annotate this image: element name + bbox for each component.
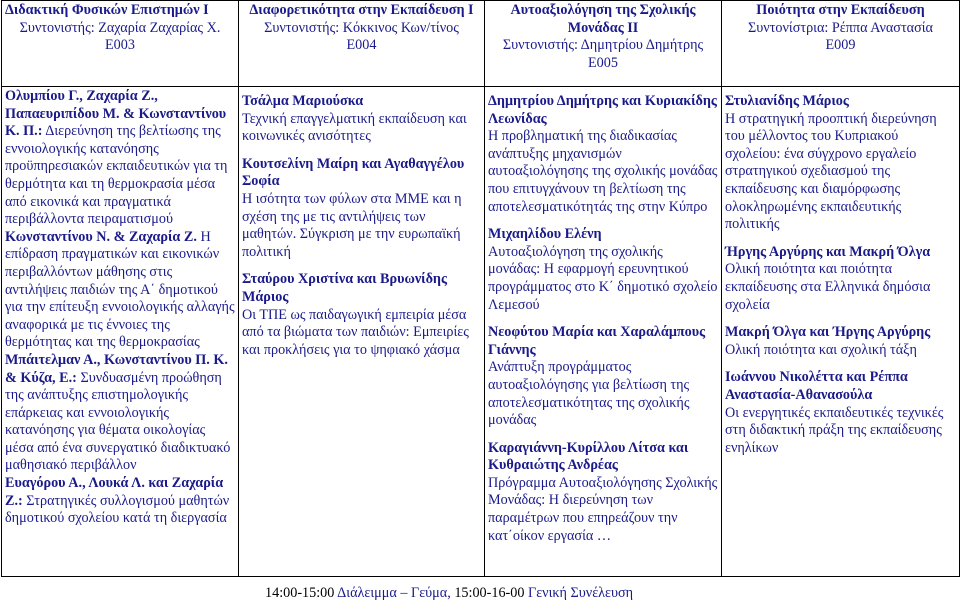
session-header-2 bbox=[239, 1, 485, 87]
session-title: Διδακτική Φυσικών Επιστημών Ι bbox=[5, 2, 209, 18]
session-room: Ε005 bbox=[588, 54, 618, 71]
paper-title: Στρατηγικές συλλογισμού μαθητών δημοτικού σχολείου κατά τη διεργασία bbox=[5, 492, 230, 527]
session-header-4 bbox=[722, 1, 960, 87]
paper-authors: Στυλιανίδης Μάριος bbox=[725, 93, 849, 109]
program-table bbox=[1, 0, 960, 577]
paper-title: Αυτοαξιολόγηση της σχολικής μονάδας: Η εφαρμογή ερευνητικού προγράμματος στο Κ΄ δημοτικό σχολείο Λεμεσού bbox=[488, 243, 718, 313]
session-coordinator: Συντονιστής: Κόκκινος Κων/τίνος bbox=[264, 19, 459, 36]
paper-title: Οι ΤΠΕ ως παιδαγωγική εμπειρία μέσα από τα βιώματα των παιδιών: Εμπειρίες και προκλήσεις για το ψηφιακό χάσμα bbox=[242, 306, 469, 358]
paper-authors: Ευαγόρου Α., Λουκά Λ. και Ζαχαρία Ζ.: bbox=[5, 475, 224, 509]
paper-entry bbox=[5, 88, 235, 229]
paper-entry bbox=[488, 226, 718, 314]
paper-title: Ολική ποιότητα και ποιότητα εκπαίδευσης στα Ελληνικά δημόσια σχολεία bbox=[725, 261, 931, 313]
paper-title: Ολική ποιότητα και σχολική τάξη bbox=[725, 341, 917, 358]
paper-entry bbox=[5, 475, 235, 528]
session-room: Ε003 bbox=[105, 37, 135, 54]
paper-entry bbox=[725, 93, 956, 234]
session-title: Αυτοαξιολόγηση της Σχολικής Μονάδας ΙΙ bbox=[510, 2, 696, 36]
paper-entry bbox=[242, 271, 481, 359]
paper-authors: Κωνσταντίνου Ν. & Ζαχαρία Ζ. bbox=[5, 228, 197, 245]
paper-authors: Καραγιάννη-Κυρίλλου Λίτσα και Κυθραιώτης Ανδρέας bbox=[488, 439, 689, 474]
paper-authors: Δημητρίου Δημήτρης και Κυριακίδης Λεωνίδας bbox=[488, 93, 717, 127]
session-header-3 bbox=[485, 1, 722, 87]
paper-title: Πρόγραμμα Αυτοαξιολόγησης Σχολικής Μονάδας: Η διερεύνηση των παραμέτρων που επηρεάζουν την κατ΄οίκον εργασία … bbox=[488, 474, 718, 544]
session-coordinator: Συντονιστής: Δημητρίου Δημήτρης bbox=[502, 37, 704, 54]
paper-authors: Ολυμπίου Γ., Ζαχαρία Ζ., Παπαευριπίδου Μ. & Κωνσταντίνου Κ. Π.: bbox=[5, 88, 227, 140]
paper-entry bbox=[488, 93, 718, 216]
paper-authors: Σταύρου Χριστίνα και Βρυωνίδης Μάριος bbox=[242, 271, 447, 305]
paper-authors: Νεοφύτου Μαρία και Χαραλάμπους Γιάννης bbox=[488, 324, 706, 358]
paper-authors: Μακρή Όλγα και Ήργης Αργύρης bbox=[725, 324, 931, 341]
paper-authors: Μπάιτελμαν Α., Κωνσταντίνου Π. Κ. & Κύζα, Ε.: bbox=[5, 351, 228, 386]
paper-entry bbox=[5, 229, 235, 352]
paper-title: Η στρατηγική προοπτική διερεύνηση του μέλλοντος του Κυπριακού σχολείου: ένα σύγχρονο εργαλείο στρατηγικού σχεδιασμού της εκπαίδευσης και διαμόρφωσης ολοκληρωμένης εκπαιδευτικής πολιτικής bbox=[725, 110, 937, 233]
session-papers-3 bbox=[485, 87, 722, 577]
papers-row bbox=[2, 87, 960, 577]
paper-authors: Μιχαηλίδου Ελένη bbox=[488, 226, 602, 243]
paper-authors: Κουτσελίνη Μαίρη και Αγαθαγγέλου Σοφία bbox=[242, 155, 465, 190]
assembly-label: Γενική Συνέλευση bbox=[528, 585, 634, 601]
schedule-footer bbox=[265, 585, 633, 602]
paper-entry bbox=[725, 244, 956, 314]
session-coordinator: Συντονιστής: Ζαχαρία Ζαχαρίας Χ. bbox=[19, 19, 221, 36]
session-room: Ε009 bbox=[825, 37, 856, 54]
assembly-time: 15:00-16-00 bbox=[454, 585, 525, 601]
header-row bbox=[2, 1, 960, 87]
paper-entry bbox=[242, 93, 481, 146]
paper-title: Η επίδραση πραγματικών και εικονικών περιβαλλόντων μάθησης στις αντιλήψεις παιδιών της Α΄ δημοτικού για την επίτευξη εννοιολογικής αλλαγής αναφορικά με τις έννοιες της θερμότητας και της θερμοκρασίας bbox=[5, 228, 235, 351]
session-papers-2 bbox=[239, 87, 485, 577]
paper-entry bbox=[488, 440, 718, 546]
paper-title: Συνδυασμένη προώθηση της ανάπτυξης επιστημολογικής επάρκειας και εννοιολογικής κατανόησης για θέματα οικολογίας μέσα από ένα συνεργατικό διαδικτυακό μαθησιακό περιβάλλον bbox=[5, 369, 231, 474]
paper-title: Τεχνική επαγγελματική εκπαίδευση και κοινωνικές ανισότητες bbox=[242, 110, 467, 145]
paper-entry bbox=[725, 369, 956, 457]
session-title: Διαφορετικότητα στην Εκπαίδευση Ι bbox=[249, 2, 474, 18]
paper-title: Οι ενεργητικές εκπαιδευτικές τεχνικές στη διδακτική πράξη της εκπαίδευσης ενηλίκων bbox=[725, 404, 944, 456]
paper-authors: Τσάλμα Μαριούσκα bbox=[242, 93, 364, 109]
session-papers-4 bbox=[722, 87, 960, 577]
paper-entry bbox=[488, 324, 718, 430]
paper-authors: Ιωάννου Νικολέττα και Ρέππα Αναστασία-Αθανασούλα bbox=[725, 369, 908, 403]
session-room: Ε004 bbox=[346, 37, 377, 54]
session-header-1 bbox=[2, 1, 239, 87]
break-label: Διάλειμμα – Γεύμα, bbox=[337, 585, 451, 601]
break-time: 14:00-15:00 bbox=[265, 585, 335, 601]
paper-title: Η προβληματική της διαδικασίας ανάπτυξης μηχανισμών αυτοαξιολόγησης της σχολικής μονάδας που επιτυγχάνουν τη βελτίωση της αποτελεσματικότητάς της στην Κύπρο bbox=[488, 128, 718, 215]
paper-entry bbox=[5, 352, 235, 475]
paper-title: Η ισότητα των φύλων στα ΜΜΕ και η σχέση της με τις αντιλήψεις των μαθητών. Σύγκριση με την ευρωπαϊκή πολιτική bbox=[242, 190, 462, 260]
paper-entry bbox=[725, 324, 956, 359]
paper-title: Ανάπτυξη προγράμματος αυτοαξιολόγησης για βελτίωση της αποτελεσματικότητας της σχολικής μονάδας bbox=[488, 359, 690, 429]
paper-title: Διερεύνηση της βελτίωσης της εννοιολογικής κατανόησης προϋπηρεσιακών εκπαιδευτικών για τη θερμότητα και τη θερμοκρασία μέσα από εικονικά και πραγματικά περιβάλλοντα πειραματισμού bbox=[5, 123, 228, 228]
session-papers-1 bbox=[2, 87, 239, 577]
session-coordinator: Συντονίστρια: Ρέππα Αναστασία bbox=[748, 19, 933, 36]
session-title: Ποιότητα στην Εκπαίδευση bbox=[756, 2, 925, 18]
paper-authors: Ήργης Αργύρης και Μακρή Όλγα bbox=[725, 243, 931, 260]
paper-entry bbox=[242, 156, 481, 262]
